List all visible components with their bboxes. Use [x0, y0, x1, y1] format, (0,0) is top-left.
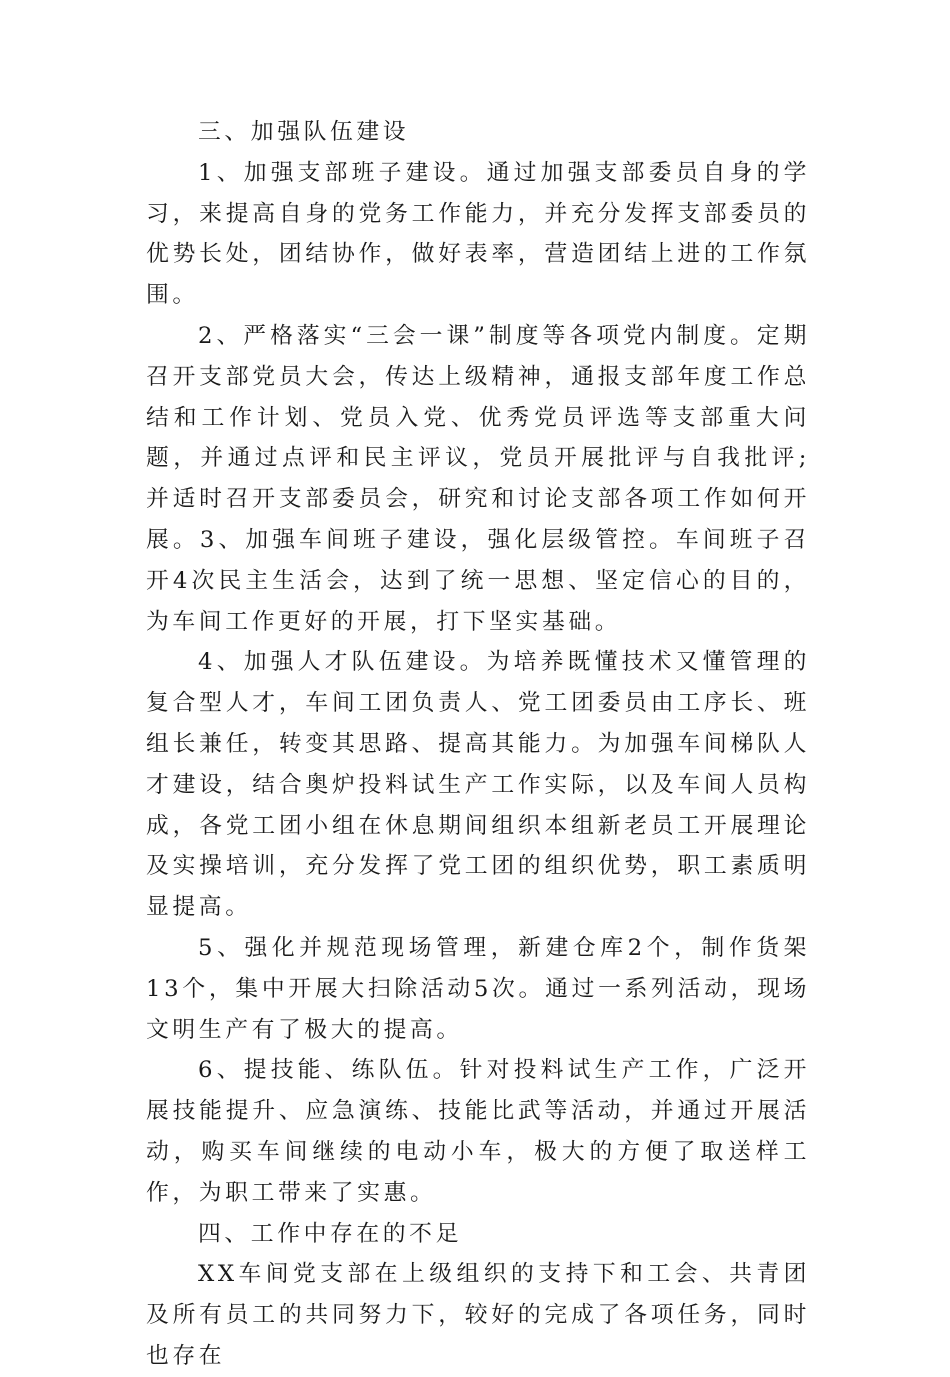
paragraph-6: 6、提技能、练队伍。针对投料试生产工作，广泛开展技能提升、应急演练、技能比武等活动，并通过开展活动，购买车间继续的电动小车，极大的方便了取送样工作，为职工带来了实惠。: [146, 1057, 810, 1206]
document-page: [146, 112, 810, 1377]
paragraph-2: 2、严格落实“三会一课”制度等各项党内制度。定期召开支部党员大会，传达上级精神，通报支部年度工作总结和工作计划、党员入党、优秀党员评选等支部重大问题，并通过点评和民主评议，党员开展批评与自我批评;并适时召开支部委员会，研究和讨论支部各项工作如何开展。3、加强车间班子建设，强化层级管控。车间班子召开4次民主生活会，达到了统一思想、坚定信心的目的，为车间工作更好的开展，打下坚实基础。: [146, 322, 810, 635]
section-heading-3: 三、加强队伍建设: [198, 119, 410, 145]
section-heading-4: 四、工作中存在的不足: [198, 1220, 462, 1247]
paragraph-1: 1、加强支部班子建设。通过加强支部委员自身的学习，来提高自身的党务工作能力，并充分发挥支部委员的优势长处，团结协作，做好表率，营造团结上进的工作氛围。: [146, 159, 810, 309]
paragraph-5: 5、强化并规范现场管理，新建仓库2个，制作货架13个，集中开展大扫除活动5次。通过一系列活动，现场文明生产有了极大的提高。: [146, 934, 810, 1043]
paragraph-7: XX车间党支部在上级组织的支持下和工会、共青团及所有员工的共同努力下，较好的完成了各项任务，同时也存在: [146, 1261, 810, 1369]
paragraph-4: 4、加强人才队伍建设。为培养既懂技术又懂管理的复合型人才，车间工团负责人、党工团委员由工序长、班组长兼任，转变其思路、提高其能力。为加强车间梯队人才建设，结合奥炉投料试生产工作实际，以及车间人员构成，各党工团小组在休息期间组织本组新老员工开展理论及实操培训，充分发挥了党工团的组织优势，职工素质明显提高。: [146, 649, 810, 921]
